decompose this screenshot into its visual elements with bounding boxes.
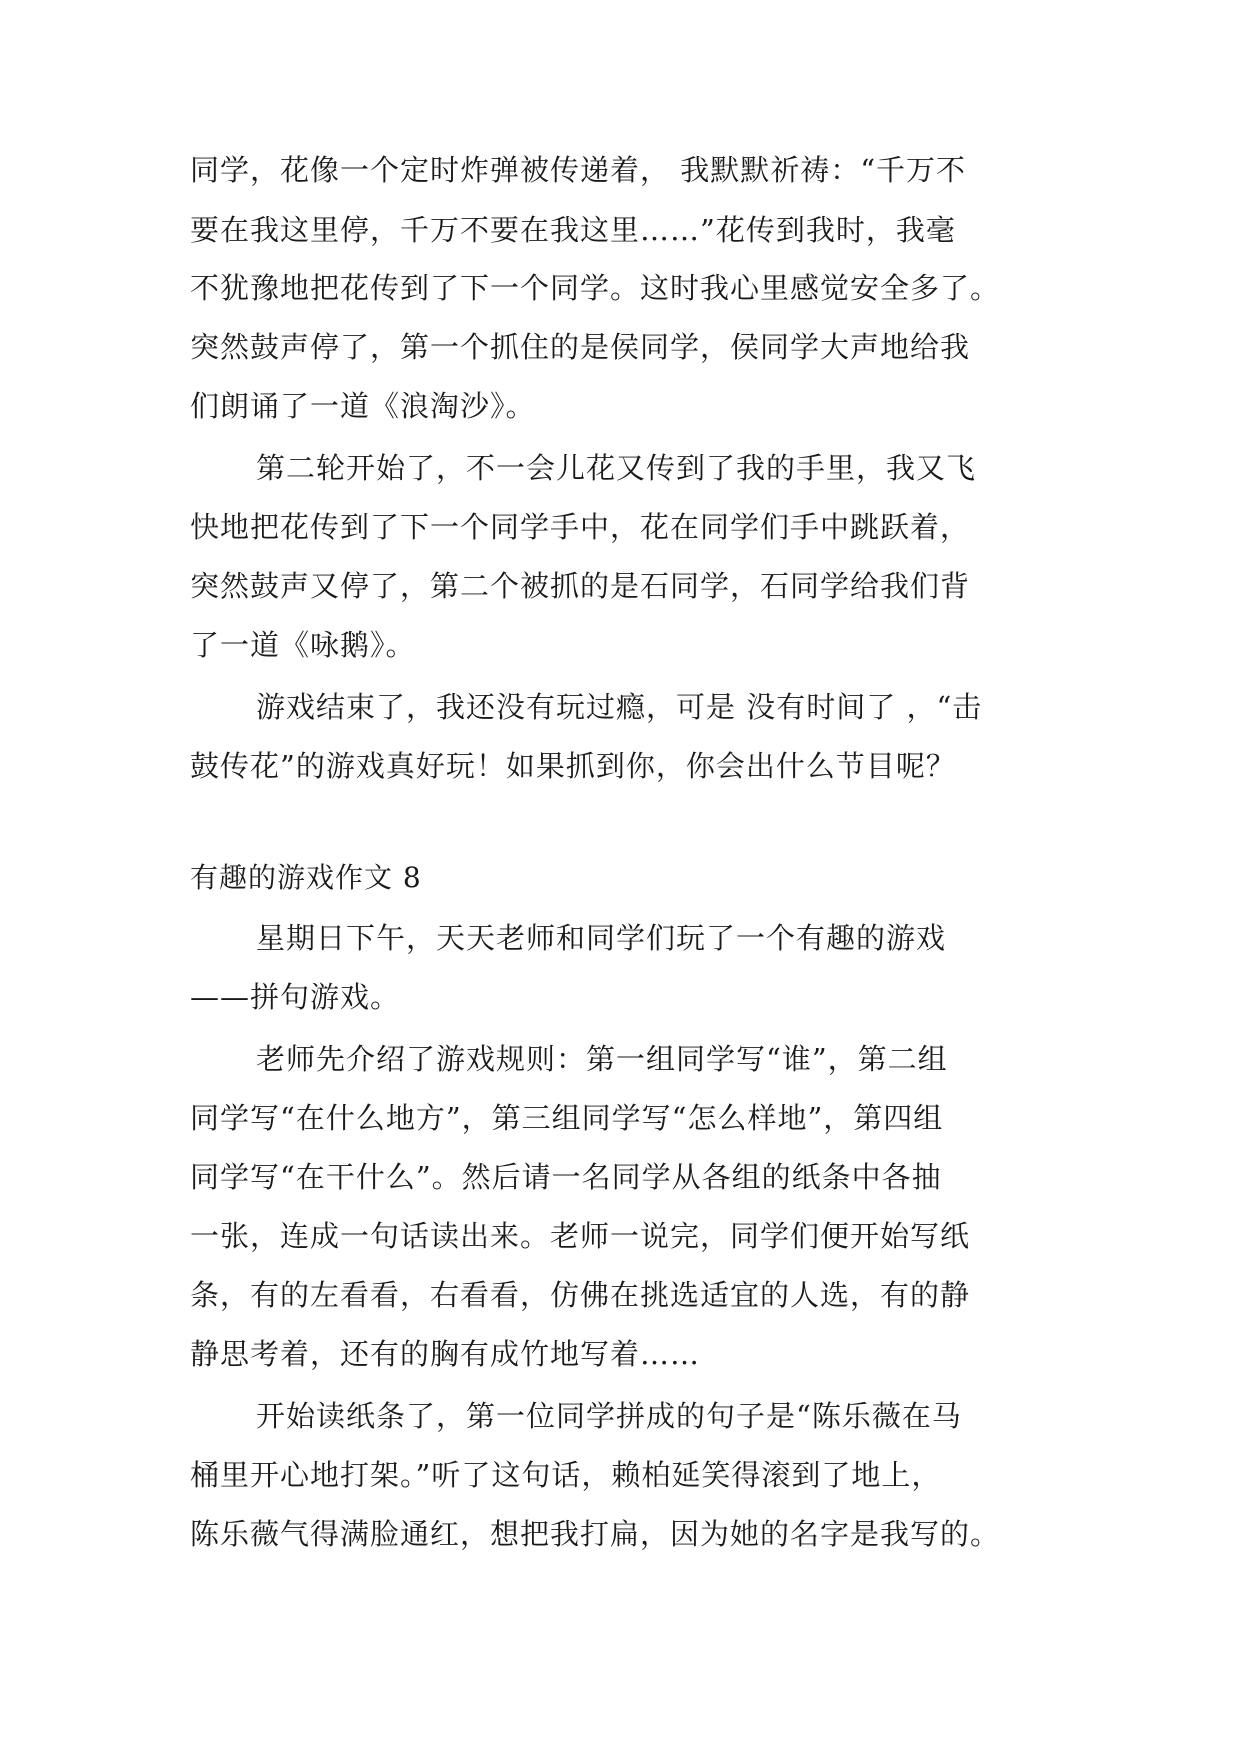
paragraph-line: ——拼句游戏。 <box>190 980 401 1014</box>
paragraph-line: 们朗诵了一道《浪淘沙》。 <box>190 389 536 423</box>
paragraph-line: 陈乐薇气得满脸通红，想把我打扁，因为她的名字是我写的。 <box>190 1517 1001 1551</box>
paragraph-line: 星期日下午，天天老师和同学们玩了一个有趣的游戏 <box>256 921 947 955</box>
paragraph-line: 突然鼓声又停了，第二个被抓的是石同学，石同学给我们背 <box>190 569 971 603</box>
paragraph-line: 条，有的左看看，右看看，仿佛在挑选适宜的人选，有的静 <box>190 1278 971 1312</box>
paragraph-line: 开始读纸条了，第一位同学拼成的句子是“陈乐薇在马 <box>256 1399 962 1433</box>
paragraph-line: 快地把花传到了下一个同学手中，花在同学们手中跳跃着， <box>190 510 971 544</box>
paragraph-line: 老师先介绍了游戏规则：第一组同学写“谁”，第二组 <box>256 1042 948 1076</box>
paragraph-line: 鼓传花”的游戏真好玩！如果抓到你，你会出什么节目呢？ <box>190 749 956 783</box>
paragraph-line: 同学写“在干什么”。然后请一名同学从各组的纸条中各抽 <box>190 1160 942 1194</box>
paragraph-line: 第二轮开始了，不一会儿花又传到了我的手里，我又飞 <box>256 451 977 485</box>
paragraph-line: 同学，花像一个定时炸弹被传递着， 我默默祈祷：“千万不 <box>190 153 967 187</box>
paragraph-line: 同学写“在什么地方”，第三组同学写“怎么样地”，第四组 <box>190 1101 944 1135</box>
paragraph-line: 要在我这里停，千万不要在我这里……”花传到我时，我毫 <box>190 213 956 247</box>
paragraph-line: 突然鼓声停了，第一个抓住的是侯同学，侯同学大声地给我 <box>190 330 971 364</box>
paragraph-line: 了一道《咏鹅》。 <box>190 628 416 662</box>
paragraph-line: 桶里开心地打架。”听了这句话，赖柏延笑得滚到了地上， <box>190 1458 942 1492</box>
paragraph-line: 一张，连成一句话读出来。老师一说完，同学们便开始写纸 <box>190 1219 971 1253</box>
essay-heading: 有趣的游戏作文 8 <box>190 861 422 894</box>
paragraph-line: 游戏结束了，我还没有玩过瘾，可是 没有时间了 ，“击 <box>256 690 983 724</box>
paragraph-line: 不犹豫地把花传到了下一个同学。这时我心里感觉安全多了。 <box>190 271 1001 305</box>
paragraph-line: 静思考着，还有的胸有成竹地写着…… <box>190 1337 701 1371</box>
